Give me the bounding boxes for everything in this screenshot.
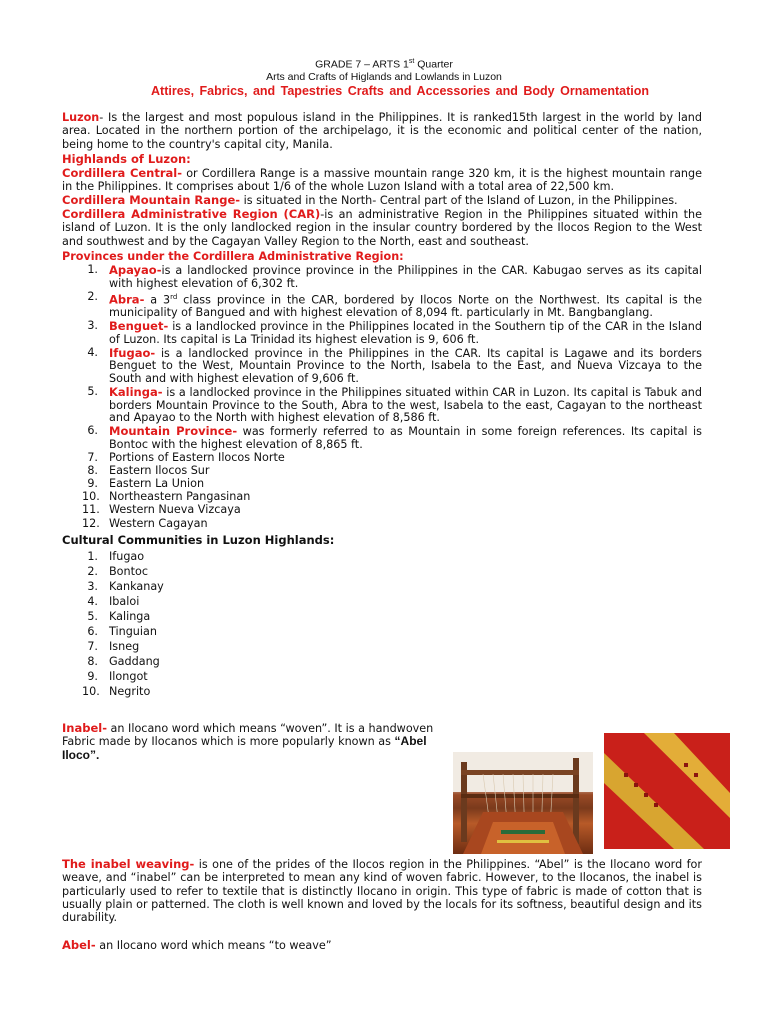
cordillera-central-paragraph: Cordillera Central- or Cordillera Range is a massive mountain range 320 km, it is the highest mountain range in the Philippines. It comprises about 1/6 of the whole Luzon Island with a total area of 22,500 km. [62, 166, 703, 194]
list-item: 11. Western Nueva Vizcaya [82, 503, 241, 517]
inabel-paragraph: Inabel- an Ilocano word which means “woven”. It is a handwoven Fabric made by Ilocanos which is more popularly known as “Abel Iloco”. [62, 721, 434, 762]
list-item: 12. Western Cagayan [82, 516, 208, 530]
luzon-paragraph: Luzon- Is the largest and most populous island in the Philippines. It is ranked15th largest in the world by land area. Located in the northern portion of the archipelago, it is the economic and political center of the nation, being home to the country's capital city, Manila. [62, 111, 702, 151]
communities-heading: Cultural Communities in Luzon Highlands: [62, 533, 335, 547]
list-item: 9. Ilongot [87, 670, 148, 683]
list-item: 3. Benguet- is a landlocked province in the Philippines located in the Southern tip of the CAR in the Island of Luzon. Its capital is La Trinidad its highest elevation is 9, 606 ft. [87, 319, 702, 346]
abel-paragraph: Abel- an Ilocano word which means “to weave” [62, 938, 332, 952]
inabel-fabric-photo [604, 733, 730, 849]
list-item: 3. Kankanay [87, 580, 164, 593]
subject-heading: Arts and Crafts of Higlands and Lowlands in Luzon [266, 71, 502, 83]
car-paragraph: Cordillera Administrative Region (CAR)-is an administrative Region in the Philippines situated within the island of Luzon. It is the only landlocked region in the insular country bordered by the Ilocos Region to the West and southwest and by the Cagayan Valley Region to the North, east and southeast. [62, 207, 702, 248]
fabric-image [604, 733, 730, 849]
list-item: 6. Tinguian [87, 625, 157, 638]
inabel-weaving-paragraph: The inabel weaving- is one of the prides of the Ilocos region in the Philippines. “Abel” is the Ilocano word for weave, and “inabel” can be interpreted to mean any kind of woven fabric. However, to the Ilocanos, the inabel is particularly used to refer to textile that is distinctly Ilocano in origin. This type of fabric is made of cotton that is usually plain or patterned. The cloth is well known and loved by the locals for its softness, beautiful design and its durability. [62, 857, 703, 925]
provinces-heading: Provinces under the Cordillera Administrative Region: [62, 250, 404, 263]
list-item: 7. Isneg [87, 640, 140, 653]
list-item: 9. Eastern La Union [87, 477, 205, 491]
list-item: 8. Gaddang [87, 655, 160, 668]
list-item: 10. Northeastern Pangasinan [82, 490, 251, 504]
cordillera-mountain-range-paragraph: Cordillera Mountain Range- is situated in the North- Central part of the Island of Luzon, in the Philippines. [62, 193, 678, 207]
list-item: 6. Mountain Province- was formerly referred to as Mountain in some foreign references. Its capital is Bontoc with the highest elevation of 8,865 ft. [87, 424, 702, 451]
loom-image [453, 752, 593, 854]
topic-heading: Attires, Fabrics, and Tapestries Crafts and Accessories and Body Ornamentation [151, 84, 649, 98]
provinces-list [62, 264, 702, 531]
loom-photo [453, 752, 593, 854]
list-item: 4. Ifugao- is a landlocked province in the Philippines in the CAR. Its capital is Lagawe and its borders Benguet to the West, Mountain Province to the North, Isabela to the East, and Nueva Vizcaya to the South and with highest elevation of 9,606 ft. [87, 345, 702, 385]
list-item: 7. Portions of Eastern Ilocos Norte [87, 451, 285, 465]
highlands-heading: Highlands of Luzon: [62, 152, 191, 166]
communities-list [62, 549, 164, 699]
list-item: 2. Abra- a 3rd class province in the CAR, bordered by Ilocos Norte on the Northwest. Its capital is the municipality of Bangued and with highest elevation of 8,094 ft. particularly in Mt. Bangbanglang. [87, 289, 703, 320]
list-item: 1. Apayao-is a landlocked province province in the Philippines in the CAR. Kabugao serves as its capital with highest elevation of 6,302 ft. [87, 263, 702, 290]
list-item: 5. Kalinga [87, 610, 151, 623]
grade-heading: GRADE 7 – ARTS 1st Quarter [315, 58, 453, 71]
list-item: 4. Ibaloi [87, 595, 140, 608]
list-item: 1. Ifugao [87, 550, 145, 563]
list-item: 2. Bontoc [87, 565, 148, 578]
list-item: 8. Eastern Ilocos Sur [87, 464, 210, 478]
list-item: 10. Negrito [82, 685, 151, 698]
list-item: 5. Kalinga- is a landlocked province in the Philippines situated within CAR in Luzon. Its capital is Tabuk and borders Mountain Province to the South, Abra to the west, Isabela to the east, Cagayan to the northeast and Apayao to the North with highest elevation of 8,586 ft. [87, 385, 702, 425]
